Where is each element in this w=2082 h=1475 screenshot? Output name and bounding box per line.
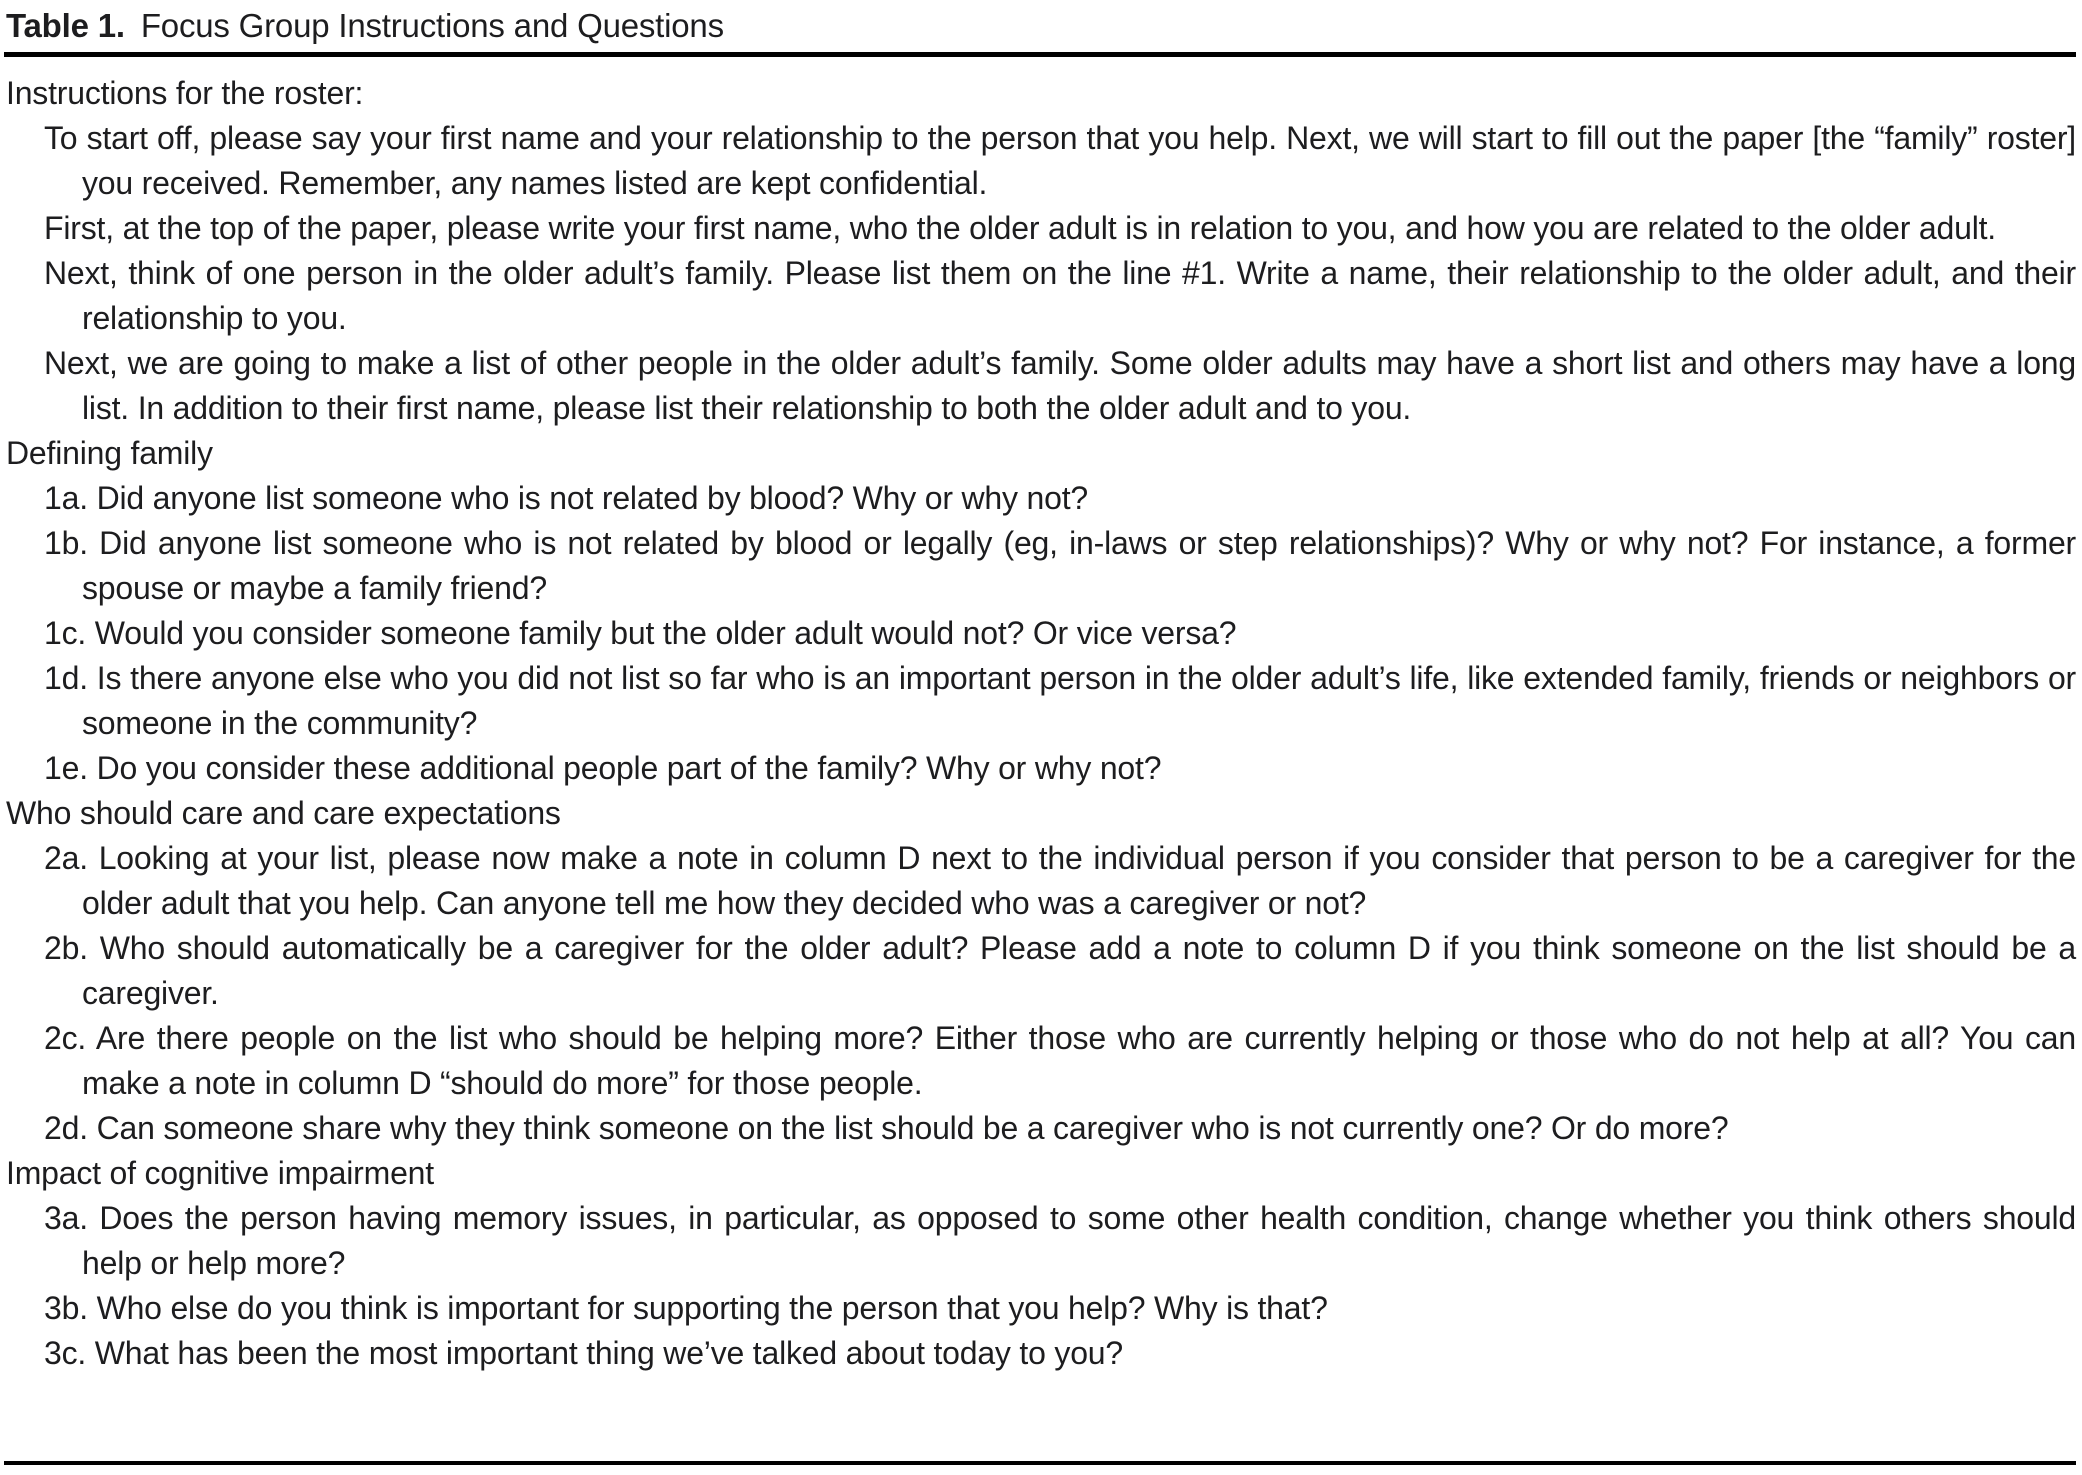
section-heading-cognitive-impairment: Impact of cognitive impairment bbox=[6, 1155, 434, 1191]
question-item: 3c. What has been the most important thing we’ve talked about today to you? bbox=[44, 1335, 1123, 1371]
table-title-text: Focus Group Instructions and Questions bbox=[140, 7, 724, 44]
instruction-item: First, at the top of the paper, please write your first name, who the older adult is in relation to you, and how you are related to the older adult. bbox=[44, 210, 1996, 246]
question-item: 2c. Are there people on the list who should be helping more? Either those who are currently helping or those who do not help at all? You can make a note in column D “should do more” for those people. bbox=[44, 1020, 2076, 1101]
instruction-item: Next, think of one person in the older adult’s family. Please list them on the line #1. Write a name, their relationship to the older adult, and their relationship to you. bbox=[44, 255, 2076, 336]
question-item: 1c. Would you consider someone family but the older adult would not? Or vice versa? bbox=[44, 615, 1237, 651]
table-number: Table 1. bbox=[6, 7, 125, 44]
question-item: 1a. Did anyone list someone who is not related by blood? Why or why not? bbox=[44, 480, 1088, 516]
question-item: 1b. Did anyone list someone who is not related by blood or legally (eg, in-laws or step relationships)? Why or why not? For instance, a former spouse or maybe a family friend? bbox=[44, 525, 2076, 606]
question-item: 2d. Can someone share why they think someone on the list should be a caregiver who is not currently one? Or do more? bbox=[44, 1110, 1729, 1146]
question-item: 2b. Who should automatically be a caregiver for the older adult? Please add a note to column D if you think someone on the list should be a caregiver. bbox=[44, 930, 2076, 1011]
instruction-item: To start off, please say your first name and your relationship to the person that you help. Next, we will start to fill out the paper [the “family” roster] you received. Remember, any names listed are kept confidential. bbox=[44, 120, 2076, 201]
question-item: 1d. Is there anyone else who you did not list so far who is an important person in the older adult’s life, like extended family, friends or neighbors or someone in the community? bbox=[44, 660, 2076, 741]
table-body bbox=[4, 57, 2076, 1376]
section-heading-care-expectations: Who should care and care expectations bbox=[6, 795, 561, 831]
question-item: 3b. Who else do you think is important for supporting the person that you help? Why is that? bbox=[44, 1290, 1328, 1326]
section-heading-roster: Instructions for the roster: bbox=[6, 75, 364, 111]
section-heading-defining-family: Defining family bbox=[6, 435, 213, 471]
table-caption bbox=[4, 0, 2076, 46]
question-item: 3a. Does the person having memory issues, in particular, as opposed to some other health condition, change whether you think others should help or help more? bbox=[44, 1200, 2076, 1281]
question-item: 1e. Do you consider these additional people part of the family? Why or why not? bbox=[44, 750, 1162, 786]
question-item: 2a. Looking at your list, please now make a note in column D next to the individual person if you consider that person to be a caregiver for the older adult that you help. Can anyone tell me how they decided who was a caregiver or not? bbox=[44, 840, 2076, 921]
bottom-divider bbox=[4, 1461, 2076, 1465]
instruction-item: Next, we are going to make a list of other people in the older adult’s family. Some older adults may have a short list and others may have a long list. In addition to their first name, please list their relationship to both the older adult and to you. bbox=[44, 345, 2076, 426]
